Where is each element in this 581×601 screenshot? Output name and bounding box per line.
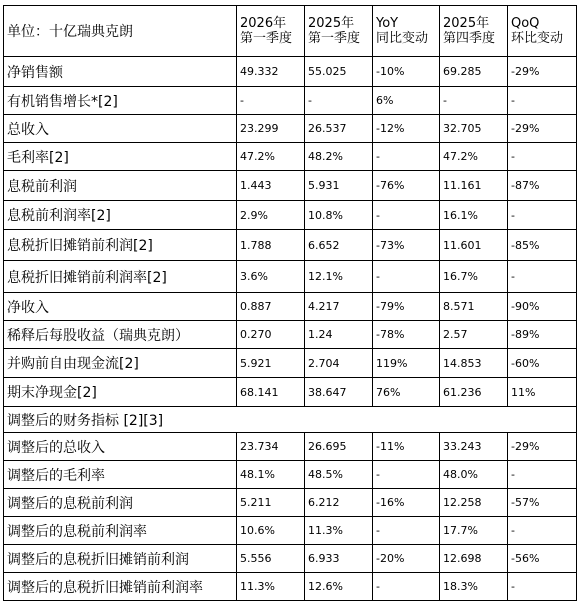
cell-value: 14.853 [440,349,508,378]
table-row [4,378,577,407]
cell-value: 11.601 [440,230,508,261]
row-label: 稀释后每股收益（瑞典克朗） [4,321,237,349]
cell-value: 1.24 [305,321,373,349]
cell-value: 38.647 [305,378,373,407]
cell-value: -90% [508,293,577,321]
cell-value: - [373,573,440,601]
row-label: 息税前利润率[2] [4,201,237,230]
section-title: 调整后的财务指标 [2][3] [4,407,577,433]
table-row [4,517,577,545]
cell-value: 69.285 [440,57,508,87]
cell-value: 26.695 [305,433,373,461]
cell-value: 12.1% [305,261,373,293]
financial-table [3,5,577,601]
cell-value: 48.2% [305,143,373,171]
cell-value: - [440,87,508,115]
row-label: 调整后的息税前利润 [4,489,237,517]
cell-value: 23.734 [237,433,305,461]
cell-value: 6.212 [305,489,373,517]
cell-value: 16.1% [440,201,508,230]
cell-value: 3.6% [237,261,305,293]
cell-value: -73% [373,230,440,261]
cell-value: 23.299 [237,115,305,143]
cell-value: 68.141 [237,378,305,407]
cell-value: 47.2% [440,143,508,171]
cell-value: -29% [508,115,577,143]
cell-value: 5.556 [237,545,305,573]
row-label: 调整后的息税折旧摊销前利润 [4,545,237,573]
col-header-yoy: YoY 同比变动 [373,6,440,57]
table-row [4,201,577,230]
cell-value: 48.5% [305,461,373,489]
cell-value: -29% [508,57,577,87]
cell-value: - [508,517,577,545]
cell-value: 2.9% [237,201,305,230]
cell-value: 61.236 [440,378,508,407]
cell-value: - [305,87,373,115]
table-row [4,321,577,349]
row-label: 毛利率[2] [4,143,237,171]
cell-value: -16% [373,489,440,517]
row-label: 并购前自由现金流[2] [4,349,237,378]
table-row [4,293,577,321]
cell-value: 0.887 [237,293,305,321]
cell-value: 6.933 [305,545,373,573]
cell-value: 2.704 [305,349,373,378]
cell-value: - [508,261,577,293]
cell-value: 32.705 [440,115,508,143]
cell-value: -76% [373,171,440,201]
cell-value: 17.7% [440,517,508,545]
cell-value: 33.243 [440,433,508,461]
cell-value: - [508,87,577,115]
row-label: 调整后的息税前利润率 [4,517,237,545]
cell-value: - [373,201,440,230]
cell-value: 76% [373,378,440,407]
table-row [4,143,577,171]
table-row [4,87,577,115]
cell-value: 11.161 [440,171,508,201]
cell-value: 11% [508,378,577,407]
table-row [4,545,577,573]
cell-value: -87% [508,171,577,201]
cell-value: - [373,143,440,171]
col-header-q4-2025: 2025年 第四季度 [440,6,508,57]
cell-value: -57% [508,489,577,517]
cell-value: -85% [508,230,577,261]
cell-value: 1.443 [237,171,305,201]
cell-value: 1.788 [237,230,305,261]
table-row [4,573,577,601]
header-row [4,6,577,57]
table-row [4,489,577,517]
row-label: 期末净现金[2] [4,378,237,407]
cell-value: 55.025 [305,57,373,87]
unit-label: 单位：十亿瑞典克朗 [4,6,237,57]
cell-value: 48.0% [440,461,508,489]
cell-value: 12.258 [440,489,508,517]
cell-value: 12.698 [440,545,508,573]
table-row [4,57,577,87]
cell-value: - [373,461,440,489]
cell-value: -10% [373,57,440,87]
cell-value: 11.3% [237,573,305,601]
cell-value: 18.3% [440,573,508,601]
row-label: 总收入 [4,115,237,143]
col-header-q1-2026: 2026年 第一季度 [237,6,305,57]
cell-value: 2.57 [440,321,508,349]
cell-value: 47.2% [237,143,305,171]
cell-value: - [508,573,577,601]
cell-value: -29% [508,433,577,461]
cell-value: 119% [373,349,440,378]
table-row [4,261,577,293]
cell-value: 4.217 [305,293,373,321]
cell-value: 6.652 [305,230,373,261]
row-label: 净收入 [4,293,237,321]
row-label: 调整后的总收入 [4,433,237,461]
cell-value: 5.931 [305,171,373,201]
table-row [4,115,577,143]
cell-value: - [373,517,440,545]
cell-value: - [508,143,577,171]
cell-value: 6% [373,87,440,115]
table-row [4,349,577,378]
table-row [4,461,577,489]
row-label: 息税折旧摊销前利润率[2] [4,261,237,293]
cell-value: -60% [508,349,577,378]
cell-value: -20% [373,545,440,573]
cell-value: -56% [508,545,577,573]
cell-value: 5.211 [237,489,305,517]
cell-value: -89% [508,321,577,349]
cell-value: -11% [373,433,440,461]
cell-value: 5.921 [237,349,305,378]
cell-value: - [373,261,440,293]
cell-value: - [237,87,305,115]
cell-value: -79% [373,293,440,321]
row-label: 调整后的息税折旧摊销前利润率 [4,573,237,601]
row-label: 有机销售增长*[2] [4,87,237,115]
cell-value: 10.8% [305,201,373,230]
cell-value: -12% [373,115,440,143]
cell-value: 16.7% [440,261,508,293]
col-header-q1-2025: 2025年 第一季度 [305,6,373,57]
cell-value: 12.6% [305,573,373,601]
row-label: 净销售额 [4,57,237,87]
cell-value: 0.270 [237,321,305,349]
cell-value: 49.332 [237,57,305,87]
cell-value: - [508,461,577,489]
cell-value: 10.6% [237,517,305,545]
row-label: 息税前利润 [4,171,237,201]
cell-value: 8.571 [440,293,508,321]
cell-value: - [508,201,577,230]
table-row [4,230,577,261]
cell-value: -78% [373,321,440,349]
col-header-qoq: QoQ 环比变动 [508,6,577,57]
section-row [4,407,577,433]
table-row [4,171,577,201]
row-label: 息税折旧摊销前利润[2] [4,230,237,261]
table-row [4,433,577,461]
cell-value: 11.3% [305,517,373,545]
cell-value: 48.1% [237,461,305,489]
cell-value: 26.537 [305,115,373,143]
row-label: 调整后的毛利率 [4,461,237,489]
